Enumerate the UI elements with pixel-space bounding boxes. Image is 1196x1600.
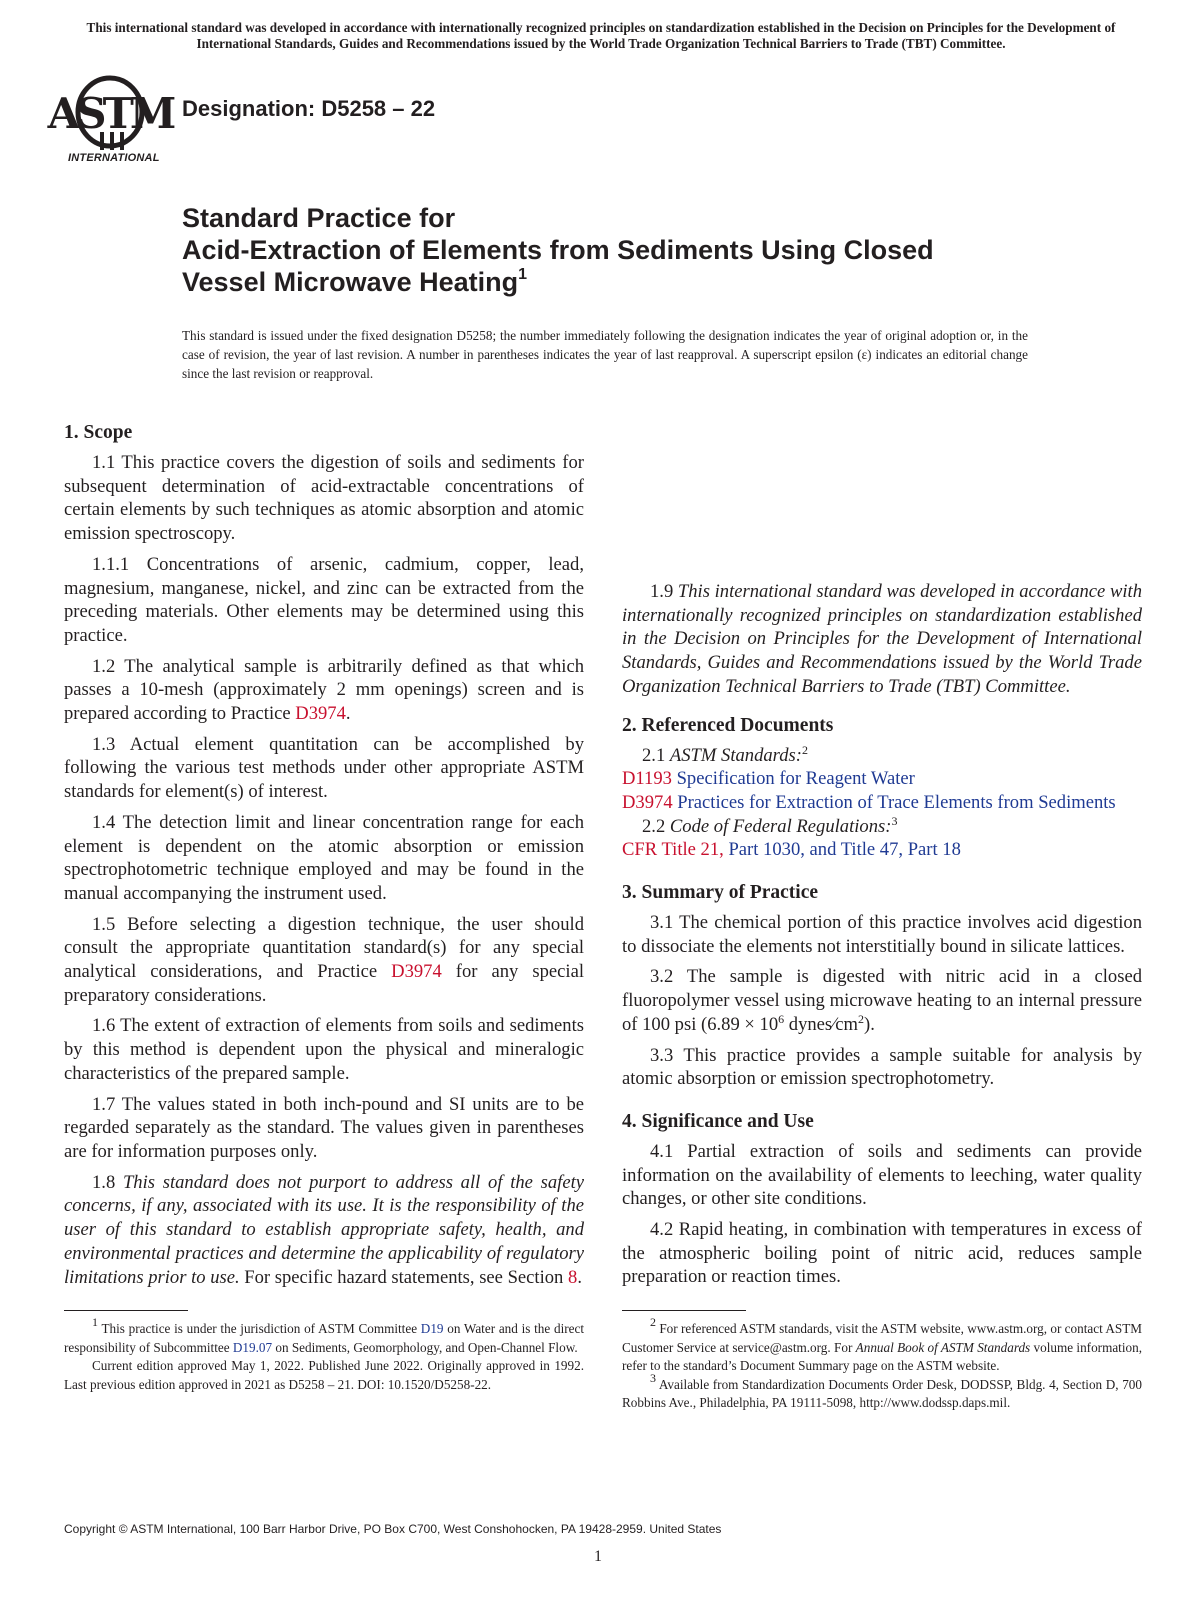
designation: Designation: D5258 – 22 (182, 96, 436, 121)
footnote-1: $^1$ This practice is under the jurisdiction of ASTM Committee D19 on Water and is the direct responsibility of Subcommittee D19.07 on Sediments, Geomorphology, and Open-Channel Flow. (64, 1315, 584, 1355)
ref-item-d3974[interactable] (622, 791, 1142, 815)
left-column (64, 420, 584, 1296)
footnote-mark-2[interactable]: 2 (801, 742, 808, 757)
svg-text:ASTM: ASTM (47, 89, 173, 138)
para-1-4: 1.4 The detection limit and linear concentration range for each element is dependent on the atomic absorption or emission spectrophotometric technique employed and may be found in the manual accompanying the instrument used. (64, 811, 584, 904)
para-1-1-1: 1.1.1 Concentrations of arsenic, cadmium, copper, lead, magnesium, manganese, nickel, and zinc can be extracted from the preceding materials. Other elements may be determined using this practice. (64, 553, 584, 646)
ref-link-d3974[interactable]: D3974 (391, 961, 442, 983)
title-line-2: Acid-Extraction of Elements from Sediments Using Closed (182, 235, 934, 265)
para-3-3: 3.3 This practice provides a sample suitable for analysis by atomic absorption or emission spectrophotometry. (622, 1044, 1142, 1090)
section-heading-referenced-documents: 2. Referenced Documents (622, 714, 834, 736)
para-1-5: 1.5 Before selecting a digestion technique, the user should consult the appropriate quantitation standard(s) for any special analytical considerations, and Practice D3974 for any special preparatory considerations. (64, 913, 584, 1006)
para-1-1: 1.1 This practice covers the digestion of soils and sediments for subsequent determination of acid-extractable concentrations of certain elements by such techniques as atomic absorption and atomic emission spectroscopy. (64, 452, 584, 545)
logo-caption: INTERNATIONAL (68, 152, 160, 164)
para-1-8: 1.8 This standard does not purport to address all of the safety concerns, if any, associated with its use. It is the responsibility of the user of this standard to establish appropriate safety, health, and environmental practices and determine the applicability of regulatory limitations prior to use. For specific hazard statements, see Section 8. (64, 1171, 584, 1288)
para-4-2: 4.2 Rapid heating, in combination with temperatures in excess of the atmospheric boiling point of nitric acid, reduces sample preparation or reaction times. (622, 1219, 1142, 1288)
footnote-mark-3[interactable]: 3 (891, 813, 898, 828)
copyright-line: Copyright © ASTM International, 100 Barr Harbor Drive, PO Box C700, West Conshohocken, PA 19428-2959. United States (64, 1522, 722, 1536)
footnote-1-current-edition: Current edition approved May 1, 2022. Published June 2022. Originally approved in 1992. Last previous edition approved in 2021 as D5258 – 21. DOI: 10.1520/D5258-22. (64, 1358, 584, 1392)
ref-code-d3974[interactable]: D3974 (622, 791, 673, 813)
para-3-2: 3.2 The sample is digested with nitric acid in a closed fluoropolymer vessel using microwave heating to an internal pressure of 100 psi ($6.89 \times 10^6$ $dynes⁄cm^2$). (622, 966, 1142, 1035)
title-footnote-mark[interactable]: 1 (518, 266, 528, 283)
ref-link-d3974[interactable]: D3974 (295, 703, 346, 725)
footnote-3: $^3$ Available from Standardization Documents Order Desk, DODSSP, Bldg. 4, Section D, 700 Robbins Ave., Philadelphia, PA 19111-5098, http://www.dodssp.daps.mil. (622, 1370, 1142, 1411)
issued-note: This standard is issued under the fixed designation D5258; the number immediately following the designation indicates the year of original adoption or, in the case of revision, the year of last revision. A number in parentheses indicates the year of last reapproval. A superscript epsilon (ε) indicates an editorial change since the last revision or reapproval. (182, 328, 1028, 381)
footnote-rule-left (64, 1310, 188, 1311)
footnote-2: $^2$ For referenced ASTM standards, visit the ASTM website, www.astm.org, or contact ASTM Customer Service at service@astm.org. For Annual Book of ASTM Standards volume information, refer to the standard’s Document Summary page on the ASTM website. (622, 1315, 1142, 1374)
para-1-9: 1.9 This international standard was developed in accordance with internationally recognized principles on standardization established in the Decision on Principles for the Development of International Standards, Guides and Recommendations issued by the World Trade Organization Technical Barriers to Trade (TBT) Committee. (622, 581, 1143, 697)
para-1-2: 1.2 The analytical sample is arbitrarily defined as that which passes a 10-mesh (approximately 2 mm openings) screen and is prepared according to Practice D3974. (64, 655, 584, 725)
section-heading-summary: 3. Summary of Practice (622, 882, 819, 904)
para-2-1: 2.1 ASTM Standards:$^2$ (642, 742, 808, 766)
para-2-2: 2.2 Code of Federal Regulations:$^3$ (642, 813, 898, 837)
para-1-7: 1.7 The values stated in both inch-pound and SI units are to be regarded separately as the standard. The values given in parentheses are for information purposes only. (64, 1093, 584, 1162)
title-line-3: Vessel Microwave Heating$^1$ (182, 266, 528, 297)
committee-link-d19[interactable]: D19 (420, 1321, 444, 1336)
para-4-1: 4.1 Partial extraction of soils and sediments can provide information on the availability of elements to leeching, water quality changes, or other site conditions. (622, 1140, 1142, 1210)
ref-item-cfr[interactable] (622, 838, 1142, 862)
right-column (622, 410, 1142, 1296)
footnote-rule-right (622, 1310, 746, 1311)
ref-link-section-8[interactable]: 8 (568, 1266, 578, 1288)
top-notice: This international standard was developed in accordance with internationally recognized principles on standardization established in the Decision on Principles for the Development of International Standards, Guides and Recommendations issued by the World Trade Organization Technical Barriers to Trade (TBT) Committee. (86, 20, 1116, 51)
ref-title-d3974[interactable]: Practices for Extraction of Trace Elements from Sediments (672, 791, 1116, 813)
footnotes-left (64, 1315, 584, 1394)
title-line-1: Standard Practice for (182, 203, 456, 233)
ref-title-cfr[interactable]: Part 1030, and Title 47, Part 18 (723, 839, 961, 861)
page-number: 1 (594, 1548, 602, 1565)
section-heading-scope: 1. Scope (64, 422, 133, 443)
ref-item-d1193[interactable] (622, 767, 1142, 791)
ref-code-cfr[interactable]: CFR Title 21, (622, 839, 724, 861)
document-title (182, 202, 1082, 298)
subcommittee-link-d19-07[interactable]: D19.07 (232, 1339, 273, 1355)
section-heading-significance: 4. Significance and Use (622, 1110, 814, 1132)
ref-title-d1193[interactable]: Specification for Reagent Water (671, 768, 915, 790)
para-1-9-italic: This international standard was developed in accordance with internationally recognized principles on standardization established in the Decision on Principles for the Development of International Standards, Guides and Recommendations issued by the World Trade Organization Technical Barriers to Trade (TBT) Committee. (622, 581, 1143, 697)
para-1-6: 1.6 The extent of extraction of elements from soils and sediments by this method is dependent upon the physical and mineralogic characteristics of the prepared sample. (64, 1015, 584, 1084)
para-3-1: 3.1 The chemical portion of this practice involves acid digestion to dissociate the elements not interstitially bound in silicate lattices. (622, 912, 1142, 957)
para-1-3: 1.3 Actual element quantitation can be accomplished by following the various test methods under other appropriate ASTM standards for element(s) of interest. (64, 733, 584, 803)
ref-code-d1193[interactable]: D1193 (622, 768, 672, 790)
para-1-8-italic: This standard does not purport to address all of the safety concerns, if any, associated with its use. It is the responsibility of the user of this standard to establish appropriate safety, health, and environmental practices and determine the applicability of regulatory limitations prior to use. (64, 1171, 584, 1288)
footnotes-right (622, 1315, 1142, 1413)
